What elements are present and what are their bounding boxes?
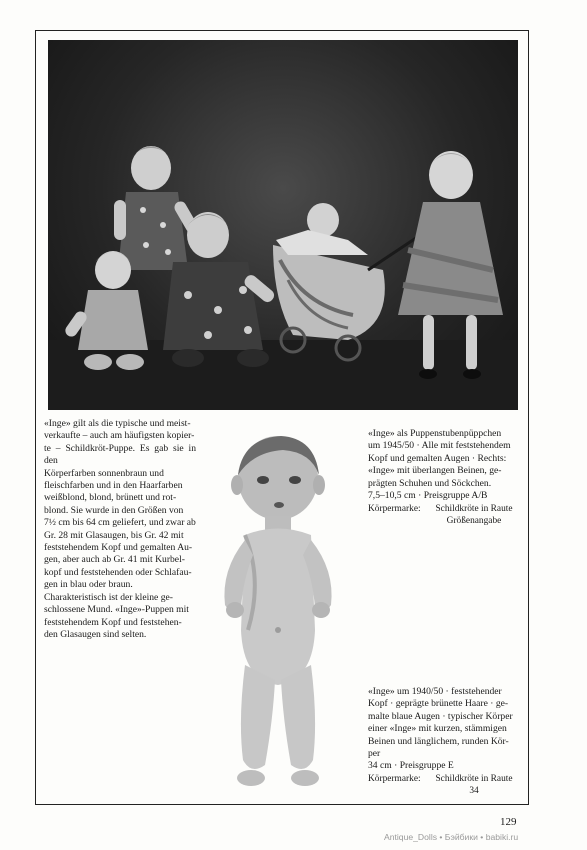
text-line: 34 cm · Preisgruppe E bbox=[368, 760, 454, 772]
text-line: Kopf · geprägte brünette Haare · ge- bbox=[368, 698, 509, 710]
text-line: feststehendem Kopf und feststehen- bbox=[44, 616, 182, 628]
body-mark-top bbox=[368, 503, 520, 533]
doll-pram bbox=[273, 203, 428, 360]
text-line: «Inge» gilt als die typische und meist- bbox=[44, 418, 191, 429]
text-line: Körperfarben sonnenbraun und bbox=[44, 467, 164, 479]
text-line: verkaufte – auch am häufigsten kopier- bbox=[44, 430, 195, 442]
text-line: einer «Inge» mit kurzen, stämmigen bbox=[368, 723, 507, 735]
text-line: gen in blau oder braun. bbox=[44, 579, 133, 591]
doll-standing-left bbox=[114, 146, 200, 270]
text-line: feststehendem Kopf und gemalten Au- bbox=[44, 542, 193, 554]
text-line: fleischfarben und in den Haarfarben bbox=[44, 480, 183, 492]
body-mark-bottom bbox=[368, 773, 520, 803]
text-line: gen, aber auch ab Gr. 41 mit Kurbel- bbox=[44, 554, 185, 566]
text-line: blond. Sie wurde in den Größen von bbox=[44, 504, 184, 516]
text-line: 7,5–10,5 cm · Preisgruppe A/B bbox=[368, 490, 488, 502]
caption-top bbox=[368, 428, 518, 502]
description-left bbox=[44, 418, 196, 641]
body-mark-label: Körpermarke: bbox=[368, 504, 421, 514]
text-line: den Glasaugen sind selten. bbox=[44, 628, 147, 640]
text-line: per bbox=[368, 748, 381, 760]
text-line: um 1945/50 · Alle mit feststehendem bbox=[368, 440, 511, 452]
body-mark-line1: Schildkröte in Raute bbox=[435, 504, 513, 514]
page-number: 129 bbox=[500, 816, 517, 828]
photo-doll-group bbox=[48, 40, 518, 410]
body-mark-line2: Größenangabe bbox=[446, 516, 502, 526]
body-mark-value bbox=[428, 503, 520, 527]
photo-doll-single bbox=[203, 430, 353, 795]
text-line: Charakteristisch ist der kleine ge- bbox=[44, 591, 173, 603]
text-line: Kopf und gemalten Augen · Rechts: bbox=[368, 452, 507, 464]
text-line: Beinen und länglichem, runden Kör- bbox=[368, 735, 509, 747]
text-line: schlossene Mund. «Inge»-Puppen mit bbox=[44, 604, 189, 616]
text-line: Gr. 28 mit Glasaugen, bis Gr. 42 mit bbox=[44, 529, 184, 541]
text-line: «Inge» mit überlangen Beinen, ge- bbox=[368, 465, 502, 477]
body-mark-label: Körpermarke: bbox=[368, 774, 421, 784]
caption-bottom bbox=[368, 686, 518, 773]
text-line: weißblond, blond, brünett und rot- bbox=[44, 492, 177, 504]
text-line: «Inge» als Puppenstubenpüppchen bbox=[368, 428, 502, 439]
text-line: kopf und feststehenden oder Schlafau- bbox=[44, 566, 192, 578]
text-line: te – Schildkröt-Puppe. Es gab sie in den bbox=[44, 442, 196, 467]
doll-group-illustration bbox=[48, 40, 518, 410]
body-mark-value bbox=[428, 773, 520, 797]
text-line: 7½ cm bis 64 cm geliefert, und zwar ab bbox=[44, 517, 196, 529]
body-mark-line2: 34 bbox=[469, 786, 479, 796]
text-line: «Inge» um 1940/50 · feststehender bbox=[368, 686, 502, 697]
single-doll-illustration bbox=[203, 430, 353, 795]
watermark: Antique_Dolls • Бэйбики • babiki.ru bbox=[384, 832, 519, 842]
body-mark-line1: Schildkröte in Raute bbox=[435, 774, 513, 784]
text-line: prägten Schuhen und Söckchen. bbox=[368, 477, 492, 489]
text-line: malte blaue Augen · typischer Körper bbox=[368, 710, 513, 722]
